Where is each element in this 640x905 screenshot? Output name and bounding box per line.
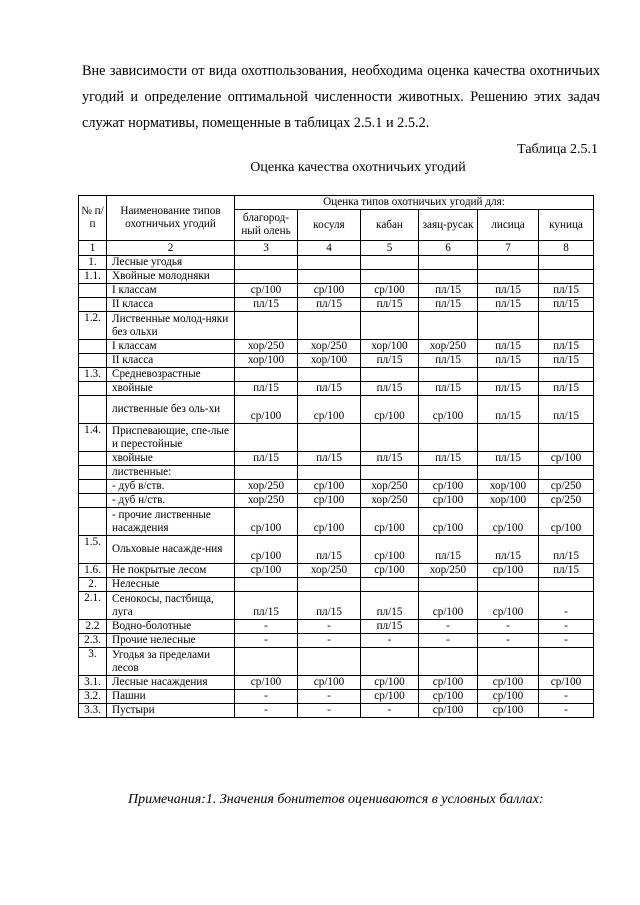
value-cell: пл/15 — [235, 592, 298, 620]
row-name: I классам — [107, 340, 235, 354]
table-row — [79, 298, 594, 312]
value-cell: пл/15 — [235, 298, 298, 312]
species-header: заяц-русак — [419, 210, 478, 241]
row-name: II класса — [107, 298, 235, 312]
row-name: - дуб в/ств. — [107, 480, 235, 494]
row-number: 3.3. — [79, 704, 107, 718]
value-cell: - — [539, 620, 594, 634]
table-row — [79, 578, 594, 592]
table-row — [79, 424, 594, 452]
table-row — [79, 466, 594, 480]
intro-paragraph: Вне зависимости от вида охотпользования, необходима оценка качества охотничьих угодий и определение оптимальной численности животных. Решению этих задач служат нормативы, помещенные в таблицах 2.5.1 и 2.5.2. — [82, 63, 600, 131]
value-cell — [419, 648, 478, 676]
value-cell: ср/100 — [298, 508, 361, 536]
species-header: лисица — [478, 210, 539, 241]
value-cell: пл/15 — [478, 340, 539, 354]
value-cell: ср/100 — [478, 592, 539, 620]
index-cell: 7 — [478, 241, 539, 256]
row-number: 2.2 — [79, 620, 107, 634]
value-cell: ср/100 — [361, 690, 419, 704]
value-cell: - — [539, 592, 594, 620]
row-number: 3. — [79, 648, 107, 676]
table-row — [79, 368, 594, 382]
value-cell: пл/15 — [478, 452, 539, 466]
value-cell: - — [361, 704, 419, 718]
index-cell: 5 — [361, 241, 419, 256]
row-name: лиственные без оль-хи — [107, 396, 235, 424]
row-name: Средневозрастные — [107, 368, 235, 382]
value-cell — [478, 270, 539, 284]
row-number: 2.1. — [79, 592, 107, 620]
value-cell — [539, 466, 594, 480]
value-cell: пл/15 — [539, 340, 594, 354]
value-cell — [539, 270, 594, 284]
value-cell — [539, 368, 594, 382]
value-cell: пл/15 — [361, 298, 419, 312]
row-name: хвойные — [107, 452, 235, 466]
value-cell — [298, 466, 361, 480]
value-cell — [235, 424, 298, 452]
value-cell: хор/250 — [419, 340, 478, 354]
value-cell: - — [361, 634, 419, 648]
value-cell: - — [235, 690, 298, 704]
row-number: 1.5. — [79, 536, 107, 564]
value-cell: - — [298, 620, 361, 634]
value-cell: ср/100 — [361, 536, 419, 564]
value-cell: пл/15 — [419, 298, 478, 312]
table-label: Таблица 2.5.1 — [517, 142, 598, 157]
index-cell: 6 — [419, 241, 478, 256]
table-row — [79, 354, 594, 368]
value-cell: ср/100 — [419, 592, 478, 620]
value-cell — [235, 578, 298, 592]
value-cell: хор/100 — [298, 354, 361, 368]
row-name: Не покрытые лесом — [107, 564, 235, 578]
value-cell — [419, 256, 478, 270]
value-cell: хор/250 — [235, 480, 298, 494]
value-cell: ср/250 — [539, 494, 594, 508]
value-cell: пл/15 — [419, 452, 478, 466]
value-cell: пл/15 — [478, 354, 539, 368]
value-cell: ср/100 — [539, 676, 594, 690]
row-number: 3.2. — [79, 690, 107, 704]
value-cell — [361, 578, 419, 592]
value-cell: пл/15 — [298, 452, 361, 466]
value-cell: ср/100 — [235, 564, 298, 578]
table-row — [79, 270, 594, 284]
value-cell: пл/15 — [361, 592, 419, 620]
row-name: II класса — [107, 354, 235, 368]
table-row — [79, 620, 594, 634]
value-cell: ср/100 — [361, 396, 419, 424]
value-cell: хор/250 — [419, 564, 478, 578]
value-cell — [478, 256, 539, 270]
row-number: 2. — [79, 578, 107, 592]
value-cell: пл/15 — [361, 620, 419, 634]
value-cell — [539, 256, 594, 270]
value-cell: ср/250 — [539, 480, 594, 494]
value-cell — [361, 256, 419, 270]
table-row — [79, 634, 594, 648]
value-cell: ср/100 — [478, 676, 539, 690]
row-name: Нелесные — [107, 578, 235, 592]
value-cell — [235, 256, 298, 270]
value-cell: ср/100 — [298, 676, 361, 690]
row-name: Водно-болотные — [107, 620, 235, 634]
table-row — [79, 382, 594, 396]
table-row — [79, 396, 594, 424]
col-name-header: Наименование типов охотничьих угодий — [107, 196, 235, 241]
table-row — [79, 536, 594, 564]
row-name: Хвойные молодняки — [107, 270, 235, 284]
row-name: Прочие нелесные — [107, 634, 235, 648]
value-cell: - — [298, 704, 361, 718]
value-cell — [298, 256, 361, 270]
row-number — [79, 298, 107, 312]
value-cell: ср/100 — [235, 396, 298, 424]
value-cell — [361, 368, 419, 382]
index-cell: 4 — [298, 241, 361, 256]
value-cell: хор/100 — [235, 354, 298, 368]
row-number: 1.6. — [79, 564, 107, 578]
value-cell: ср/100 — [419, 704, 478, 718]
value-cell — [478, 368, 539, 382]
table-row — [79, 494, 594, 508]
value-cell: - — [235, 634, 298, 648]
value-cell: - — [478, 634, 539, 648]
value-cell: пл/15 — [298, 298, 361, 312]
value-cell: ср/100 — [298, 480, 361, 494]
value-cell: пл/15 — [361, 452, 419, 466]
value-cell: ср/100 — [298, 494, 361, 508]
value-cell — [361, 466, 419, 480]
row-number — [79, 396, 107, 424]
value-cell: хор/100 — [478, 480, 539, 494]
value-cell: хор/250 — [235, 340, 298, 354]
value-cell — [539, 424, 594, 452]
row-name: - прочие лиственные насаждения — [107, 508, 235, 536]
value-cell — [361, 270, 419, 284]
row-number: 1.2. — [79, 312, 107, 340]
value-cell: - — [539, 690, 594, 704]
value-cell: ср/100 — [235, 508, 298, 536]
table-row — [79, 452, 594, 466]
value-cell: пл/15 — [298, 536, 361, 564]
value-cell: пл/15 — [419, 536, 478, 564]
value-cell: - — [539, 704, 594, 718]
table-row — [79, 704, 594, 718]
table-row — [79, 256, 594, 270]
value-cell: - — [419, 620, 478, 634]
table-row — [79, 676, 594, 690]
value-cell: хор/250 — [361, 494, 419, 508]
value-cell: - — [478, 620, 539, 634]
table-row — [79, 480, 594, 494]
footnote: Примечания:1. Значения бонитетов оцениваются в условных баллах: — [128, 792, 544, 807]
value-cell: пл/15 — [419, 382, 478, 396]
value-cell: ср/100 — [361, 508, 419, 536]
table-row — [79, 564, 594, 578]
value-cell — [478, 648, 539, 676]
row-number: 2.3. — [79, 634, 107, 648]
value-cell — [539, 648, 594, 676]
col-no-header: № п/п — [79, 196, 107, 241]
row-number: 1.3. — [79, 368, 107, 382]
value-cell: пл/15 — [298, 592, 361, 620]
row-name: хвойные — [107, 382, 235, 396]
value-cell: пл/15 — [478, 284, 539, 298]
row-name: лиственные: — [107, 466, 235, 480]
value-cell — [419, 466, 478, 480]
table-row — [79, 690, 594, 704]
row-number — [79, 340, 107, 354]
value-cell: ср/100 — [419, 508, 478, 536]
table-row — [79, 340, 594, 354]
row-name: Ольховые насажде-ния — [107, 536, 235, 564]
value-cell: ср/100 — [419, 494, 478, 508]
row-name: Пашни — [107, 690, 235, 704]
value-cell — [478, 578, 539, 592]
value-cell — [298, 270, 361, 284]
value-cell: пл/15 — [478, 298, 539, 312]
species-header: кабан — [361, 210, 419, 241]
row-name: Лесные насаждения — [107, 676, 235, 690]
value-cell — [235, 648, 298, 676]
value-cell — [539, 312, 594, 340]
value-cell: пл/15 — [539, 564, 594, 578]
value-cell: пл/15 — [361, 354, 419, 368]
hunting-grounds-table — [78, 195, 594, 718]
value-cell: хор/250 — [298, 564, 361, 578]
row-name: Угодья за пределами лесов — [107, 648, 235, 676]
value-cell — [419, 312, 478, 340]
value-cell: пл/15 — [539, 536, 594, 564]
value-cell: пл/15 — [539, 298, 594, 312]
index-cell: 3 — [235, 241, 298, 256]
value-cell: пл/15 — [235, 452, 298, 466]
row-name: Сенокосы, пастбища, луга — [107, 592, 235, 620]
value-cell: пл/15 — [478, 536, 539, 564]
value-cell — [298, 424, 361, 452]
value-cell: ср/100 — [361, 564, 419, 578]
value-cell — [298, 578, 361, 592]
value-cell: ср/100 — [235, 284, 298, 298]
value-cell — [478, 312, 539, 340]
value-cell: - — [235, 620, 298, 634]
row-number: 1. — [79, 256, 107, 270]
value-cell: пл/15 — [419, 284, 478, 298]
value-cell: ср/100 — [298, 396, 361, 424]
value-cell: ср/100 — [478, 508, 539, 536]
value-cell — [235, 466, 298, 480]
value-cell: - — [235, 704, 298, 718]
row-name: - дуб н/ств. — [107, 494, 235, 508]
value-cell — [478, 424, 539, 452]
value-cell: пл/15 — [539, 284, 594, 298]
value-cell: пл/15 — [361, 382, 419, 396]
index-cell: 1 — [79, 241, 107, 256]
row-number — [79, 494, 107, 508]
value-cell: ср/100 — [419, 676, 478, 690]
value-cell: хор/100 — [361, 340, 419, 354]
value-cell: ср/100 — [419, 480, 478, 494]
value-cell: хор/250 — [361, 480, 419, 494]
value-cell: ср/100 — [478, 564, 539, 578]
row-number — [79, 452, 107, 466]
value-cell: пл/15 — [298, 382, 361, 396]
value-cell: ср/100 — [235, 536, 298, 564]
value-cell — [235, 312, 298, 340]
value-cell: ср/100 — [419, 690, 478, 704]
value-cell — [419, 368, 478, 382]
value-cell: - — [419, 634, 478, 648]
value-cell: ср/100 — [539, 508, 594, 536]
value-cell: пл/15 — [539, 396, 594, 424]
value-cell — [235, 270, 298, 284]
row-number — [79, 508, 107, 536]
row-number — [79, 480, 107, 494]
value-cell — [361, 424, 419, 452]
value-cell — [361, 312, 419, 340]
row-name: Лесные угодья — [107, 256, 235, 270]
value-cell: хор/250 — [235, 494, 298, 508]
value-cell — [419, 270, 478, 284]
value-cell: пл/15 — [478, 382, 539, 396]
index-cell: 8 — [539, 241, 594, 256]
value-cell: хор/250 — [298, 340, 361, 354]
value-cell — [298, 368, 361, 382]
row-number — [79, 284, 107, 298]
value-cell — [539, 578, 594, 592]
value-cell: ср/100 — [478, 704, 539, 718]
value-cell — [478, 466, 539, 480]
value-cell: пл/15 — [235, 382, 298, 396]
row-name: I классам — [107, 284, 235, 298]
table-row — [79, 648, 594, 676]
group-header: Оценка типов охотничьих угодий для: — [235, 196, 594, 210]
value-cell: ср/100 — [298, 284, 361, 298]
value-cell: пл/15 — [478, 396, 539, 424]
species-header: куница — [539, 210, 594, 241]
row-number: 1.4. — [79, 424, 107, 452]
value-cell: - — [298, 690, 361, 704]
table-row — [79, 592, 594, 620]
value-cell — [419, 424, 478, 452]
value-cell: ср/100 — [478, 690, 539, 704]
row-name: Пустыри — [107, 704, 235, 718]
value-cell — [298, 648, 361, 676]
value-cell: - — [539, 634, 594, 648]
value-cell: ср/100 — [361, 676, 419, 690]
table-row — [79, 312, 594, 340]
table-row — [79, 508, 594, 536]
row-number: 3.1. — [79, 676, 107, 690]
value-cell: пл/15 — [539, 382, 594, 396]
row-number — [79, 382, 107, 396]
value-cell: ср/100 — [235, 676, 298, 690]
value-cell: - — [298, 634, 361, 648]
table-title: Оценка качества охотничьих угодий — [250, 160, 466, 175]
value-cell: ср/100 — [419, 396, 478, 424]
species-header: косуля — [298, 210, 361, 241]
index-cell: 2 — [107, 241, 235, 256]
species-header: благород-ный олень — [235, 210, 298, 241]
row-number — [79, 354, 107, 368]
value-cell: ср/100 — [361, 284, 419, 298]
value-cell — [298, 312, 361, 340]
value-cell — [419, 578, 478, 592]
row-name: Лиственные молод-няки без ольхи — [107, 312, 235, 340]
value-cell: пл/15 — [539, 354, 594, 368]
value-cell: пл/15 — [419, 354, 478, 368]
table-row — [79, 284, 594, 298]
row-number — [79, 466, 107, 480]
value-cell: ср/100 — [539, 452, 594, 466]
row-name: Приспевающие, спе-лые и перестойные — [107, 424, 235, 452]
value-cell — [361, 648, 419, 676]
value-cell: хор/100 — [478, 494, 539, 508]
value-cell — [235, 368, 298, 382]
row-number: 1.1. — [79, 270, 107, 284]
